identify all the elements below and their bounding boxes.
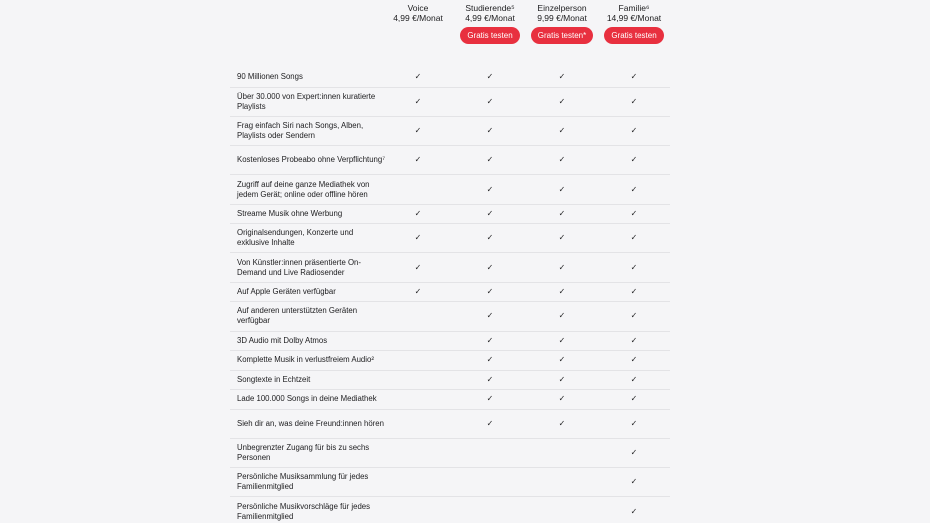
checkmark-icon: ✓ — [558, 233, 566, 243]
feature-label: Über 30.000 von Expert:innen kuratierte Playlists — [237, 91, 376, 111]
feature-row — [230, 497, 670, 523]
try-free-button-familie[interactable]: Gratis testen — [604, 27, 664, 44]
feature-row — [230, 175, 670, 204]
feature-row — [230, 371, 670, 391]
checkmark-icon: ✓ — [630, 125, 638, 135]
checkmark-icon: ✓ — [558, 262, 566, 272]
checkmark-icon: ✓ — [414, 262, 422, 272]
checkmark-icon: ✓ — [486, 418, 494, 428]
checkmark-icon: ✓ — [558, 418, 566, 428]
checkmark-icon: ✓ — [486, 72, 494, 82]
checkmark-icon: ✓ — [630, 477, 638, 487]
feature-row — [230, 68, 670, 88]
try-free-button-studierende[interactable]: Gratis testen — [460, 27, 520, 44]
checkmark-icon: ✓ — [630, 262, 638, 272]
feature-label: Persönliche Musiksammlung für jedes Familienmitglied — [237, 472, 369, 492]
checkmark-icon: ✓ — [630, 335, 638, 345]
feature-label: Komplette Musik in verlustfreiem Audio² — [237, 355, 374, 365]
plan-price: 4,99 €/Monat — [465, 13, 515, 23]
checkmark-icon: ✓ — [414, 96, 422, 106]
feature-label: Streame Musik ohne Werbung — [237, 208, 343, 218]
checkmark-icon: ✓ — [558, 72, 566, 82]
feature-row — [230, 302, 670, 331]
feature-row — [230, 439, 670, 468]
feature-label: Originalsendungen, Konzerte und exklusive Inhalte — [237, 228, 354, 248]
checkmark-icon: ✓ — [630, 184, 638, 194]
checkmark-icon: ✓ — [558, 184, 566, 194]
checkmark-icon: ✓ — [486, 287, 494, 297]
plan-name: Einzelperson — [537, 3, 587, 13]
plan-name: Studierende⁵ — [465, 3, 515, 13]
checkmark-icon: ✓ — [630, 374, 638, 384]
feature-label: Kostenloses Probeabo ohne Verpflichtung⁷ — [237, 155, 386, 165]
checkmark-icon: ✓ — [558, 96, 566, 106]
checkmark-icon: ✓ — [630, 208, 638, 218]
checkmark-icon: ✓ — [414, 125, 422, 135]
checkmark-icon: ✓ — [486, 208, 494, 218]
feature-row — [230, 332, 670, 352]
checkmark-icon: ✓ — [486, 374, 494, 384]
checkmark-icon: ✓ — [414, 287, 422, 297]
plan-price: 14,99 €/Monat — [606, 13, 662, 23]
try-free-button-einzelperson[interactable]: Gratis testen* — [531, 27, 593, 44]
plan-name: Voice — [407, 3, 429, 13]
checkmark-icon: ✓ — [558, 208, 566, 218]
checkmark-icon: ✓ — [486, 155, 494, 165]
checkmark-icon: ✓ — [558, 374, 566, 384]
feature-label: Unbegrenzter Zugang für bis zu sechs Personen — [237, 443, 370, 463]
checkmark-icon: ✓ — [630, 155, 638, 165]
feature-label: Frag einfach Siri nach Songs, Alben, Playlists oder Sendern — [237, 120, 364, 140]
checkmark-icon: ✓ — [486, 355, 494, 365]
feature-label: 3D Audio mit Dolby Atmos — [237, 335, 328, 345]
feature-label: Auf anderen unterstützten Geräten verfügbar — [237, 306, 358, 326]
feature-row — [230, 283, 670, 303]
checkmark-icon: ✓ — [558, 287, 566, 297]
feature-row — [230, 410, 670, 439]
checkmark-icon: ✓ — [558, 311, 566, 321]
checkmark-icon: ✓ — [486, 184, 494, 194]
feature-label: Zugriff auf deine ganze Mediathek von jedem Gerät; online oder offline hören — [237, 179, 370, 199]
checkmark-icon: ✓ — [630, 394, 638, 404]
feature-row — [230, 351, 670, 371]
checkmark-icon: ✓ — [414, 72, 422, 82]
checkmark-icon: ✓ — [558, 125, 566, 135]
feature-row — [230, 468, 670, 497]
checkmark-icon: ✓ — [558, 394, 566, 404]
checkmark-icon: ✓ — [486, 335, 494, 345]
plan-header-familie — [594, 3, 674, 23]
checkmark-icon: ✓ — [630, 355, 638, 365]
feature-label: Lade 100.000 Songs in deine Mediathek — [237, 394, 377, 404]
feature-label: Songtexte in Echtzeit — [237, 374, 311, 384]
feature-row — [230, 253, 670, 282]
checkmark-icon: ✓ — [630, 72, 638, 82]
checkmark-icon: ✓ — [630, 287, 638, 297]
feature-row — [230, 390, 670, 410]
feature-row — [230, 205, 670, 225]
feature-row — [230, 88, 670, 117]
plan-header-einzelperson — [522, 3, 602, 23]
checkmark-icon: ✓ — [630, 311, 638, 321]
checkmark-icon: ✓ — [486, 125, 494, 135]
checkmark-icon: ✓ — [558, 355, 566, 365]
checkmark-icon: ✓ — [630, 448, 638, 458]
feature-comparison-table — [230, 68, 670, 523]
plan-header-studierende — [450, 3, 530, 23]
plan-price: 4,99 €/Monat — [393, 13, 443, 23]
checkmark-icon: ✓ — [630, 96, 638, 106]
checkmark-icon: ✓ — [486, 311, 494, 321]
checkmark-icon: ✓ — [414, 233, 422, 243]
checkmark-icon: ✓ — [486, 233, 494, 243]
feature-row — [230, 117, 670, 146]
plan-header-voice — [378, 3, 458, 23]
feature-label: Auf Apple Geräten verfügbar — [237, 287, 336, 297]
checkmark-icon: ✓ — [630, 233, 638, 243]
checkmark-icon: ✓ — [414, 155, 422, 165]
checkmark-icon: ✓ — [630, 418, 638, 428]
feature-row — [230, 146, 670, 175]
checkmark-icon: ✓ — [486, 262, 494, 272]
feature-row — [230, 224, 670, 253]
plan-name: Familie⁶ — [618, 3, 650, 13]
feature-label: 90 Millionen Songs — [237, 72, 303, 82]
feature-label: Persönliche Musikvorschläge für jedes Familienmitglied — [237, 501, 371, 521]
checkmark-icon: ✓ — [486, 394, 494, 404]
checkmark-icon: ✓ — [486, 96, 494, 106]
checkmark-icon: ✓ — [558, 155, 566, 165]
plan-price: 9,99 €/Monat — [537, 13, 587, 23]
checkmark-icon: ✓ — [630, 506, 638, 516]
feature-label: Von Künstler:innen präsentierte On-Demand und Live Radiosender — [237, 257, 361, 277]
checkmark-icon: ✓ — [414, 208, 422, 218]
feature-label: Sieh dir an, was deine Freund:innen hören — [237, 418, 384, 428]
checkmark-icon: ✓ — [558, 335, 566, 345]
